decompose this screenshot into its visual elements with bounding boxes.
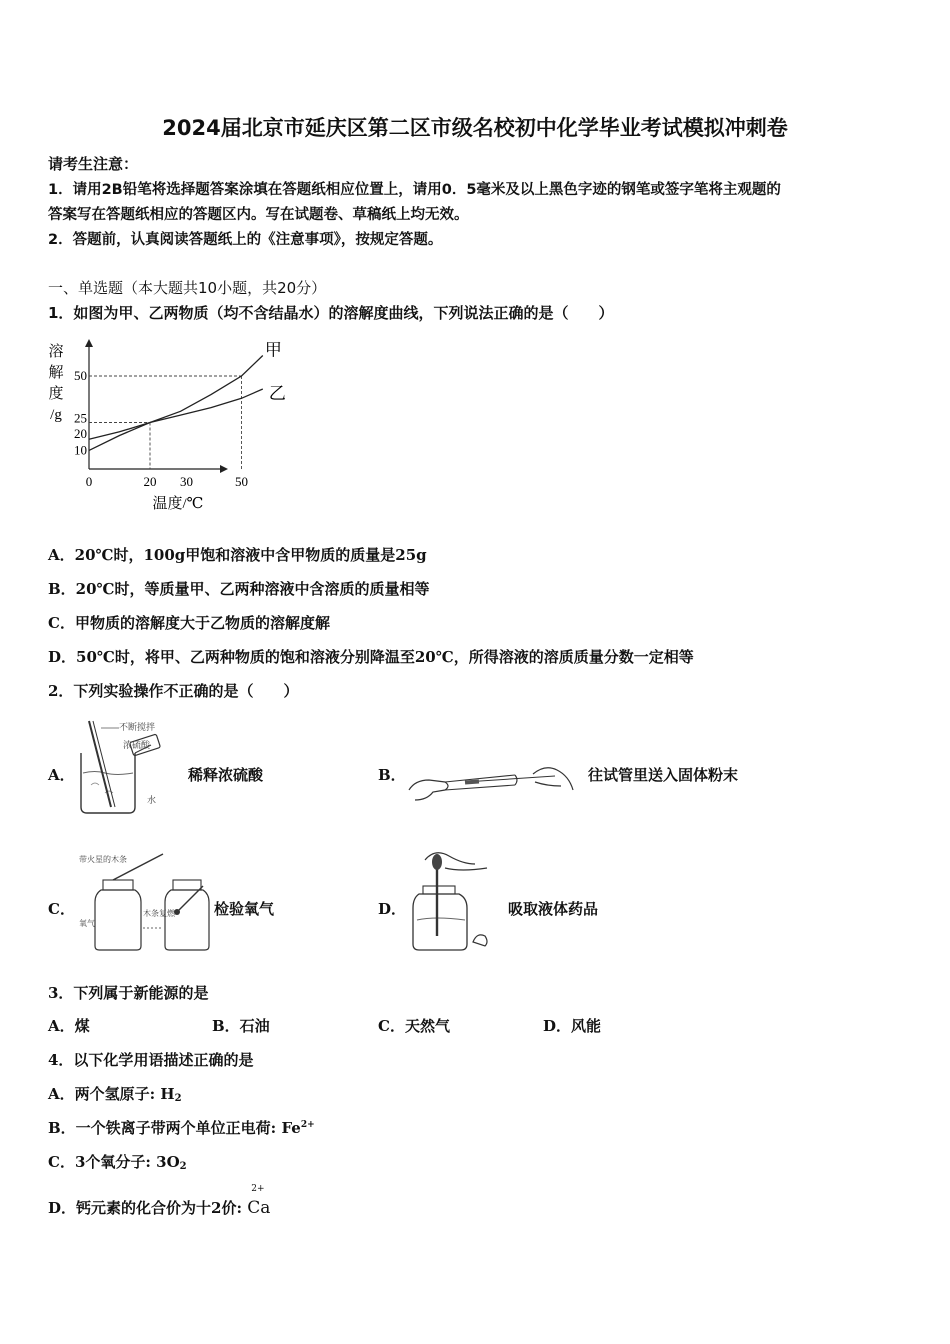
q4-option-a-subscript: 2 [174,1093,182,1104]
q4-option-c [48,1151,187,1172]
notice-heading: 请考生注意： [48,155,139,173]
chart-series-label-2: 乙 [268,384,286,404]
q2-option-a-label: 稀释浓硫酸 [188,766,264,784]
q4-option-b [48,1117,315,1138]
notice-item-1-line-1: 1．请用2B铅笔将选择题答案涂填在答题纸相应位置上，请用0．5毫米及以上黑色字迹的钢笔或签字笔将主观题的 [48,182,781,198]
q4-option-b-superscript: 2+ [300,1120,315,1130]
q4-option-d [48,1184,271,1218]
calcium-valence-symbol [247,1184,271,1218]
chart-x-tick-label: 50 [235,474,248,489]
powder-into-tube-illustration [405,760,577,810]
q4-option-b-text: B．一个铁离子带两个单位正电荷: Fe [48,1119,301,1137]
chart-series-line-2 [89,389,263,450]
chart-y-axis-label [48,343,63,423]
solubility-chart [40,332,286,517]
chart-y-tick-label: 25 [74,410,87,426]
q1-option-c: C．甲物质的溶解度大于乙物质的溶解度解 [48,614,330,632]
q1-option-a: A．20℃时，100g甲饱和溶液中含甲物质的质量是25g [48,546,427,564]
q4-option-d-text: D．钙元素的化合价为十2价: [48,1199,248,1217]
q2-option-c-label: 检验氧气 [214,900,275,918]
q4-option-a-text: A．两个氢原子: H [48,1085,175,1103]
chart-y-label-char: 解 [48,365,64,381]
q2-option-d-letter: D． [378,900,407,918]
section-heading: 一、单选题（本大题共10小题，共20分） [48,279,327,297]
notice-item-1-line-2: 答案写在答题纸相应的答题区内。写在试题卷、草稿纸上均无效。 [48,207,469,223]
notice-item-2: 2．答题前，认真阅读答题纸上的《注意事项》，按规定答题。 [48,232,443,248]
chart-y-tick-label: 20 [74,425,87,441]
q4-option-c-subscript: 2 [179,1161,187,1172]
q2-option-b-letter: B． [378,766,406,784]
q2-option-b-label: 往试管里送入固体粉末 [588,766,739,784]
chart-x-tick-label: 20 [143,474,157,489]
fig-a-label-water: 水 [147,795,157,805]
fig-c-label-relight: 木条复燃 [143,909,175,918]
chart-x-tick-label: 30 [180,474,193,489]
chart-series-label-1: 甲 [264,340,282,360]
diluting-acid-illustration [75,715,185,820]
q3-option-a: A．煤 [48,1017,90,1035]
fig-c-label-oxygen: 氧气 [79,919,95,928]
q3-option-d: D．风能 [543,1017,602,1035]
chart-x-axis-label: 温度/℃ [152,496,204,512]
q4-option-c-text: C．3个氧分子: 3O [48,1153,180,1171]
q2-option-a-letter: A． [48,766,75,784]
chart-y-tick-label: 10 [74,442,87,458]
dropper-illustration [405,850,500,955]
fig-a-label-stir: 不断搅拌 [119,722,156,732]
q2-option-c-letter: C． [48,900,75,918]
chart-y-label-char: /g [50,407,62,423]
question-4-stem: 4．以下化学用语描述正确的是 [48,1051,254,1069]
page-title: 2024届北京市延庆区第二区市级名校初中化学毕业考试模拟冲刺卷 [162,116,788,140]
fig-c-label-stick: 带火星的木条 [79,855,127,864]
calcium-symbol: Ca [247,1198,271,1218]
chart-x-tick-label: 0 [85,474,93,489]
q3-option-c: C．天然气 [378,1017,450,1035]
question-2-stem: 2．下列实验操作不正确的是（ ） [48,682,299,700]
q4-option-a [48,1083,182,1104]
question-3-stem: 3．下列属于新能源的是 [48,984,209,1002]
chart-series-line-1 [89,356,263,440]
chart-y-arrow [85,339,93,347]
q2-option-d-label: 吸取液体药品 [508,900,599,918]
q1-option-b: B．20℃时，等质量甲、乙两种溶液中含溶质的质量相等 [48,580,430,598]
q3-option-b: B．石油 [212,1017,270,1035]
chart-y-label-char: 度 [48,386,64,402]
calcium-valence: 2+ [251,1184,265,1194]
fig-a-label-acid: 浓硫酸 [123,740,151,750]
q1-option-d: D．50℃时，将甲、乙两种物质的饱和溶液分别降温至20℃，所得溶液的溶质质量分数一定相等 [48,648,694,666]
chart-y-tick-label: 50 [74,368,87,383]
chart-y-label-char: 溶 [48,344,64,360]
oxygen-test-illustration [75,850,215,955]
chart-x-arrow [220,465,228,473]
question-1-stem: 1．如图为甲、乙两物质（均不含结晶水）的溶解度曲线，下列说法正确的是（ ） [48,304,614,322]
